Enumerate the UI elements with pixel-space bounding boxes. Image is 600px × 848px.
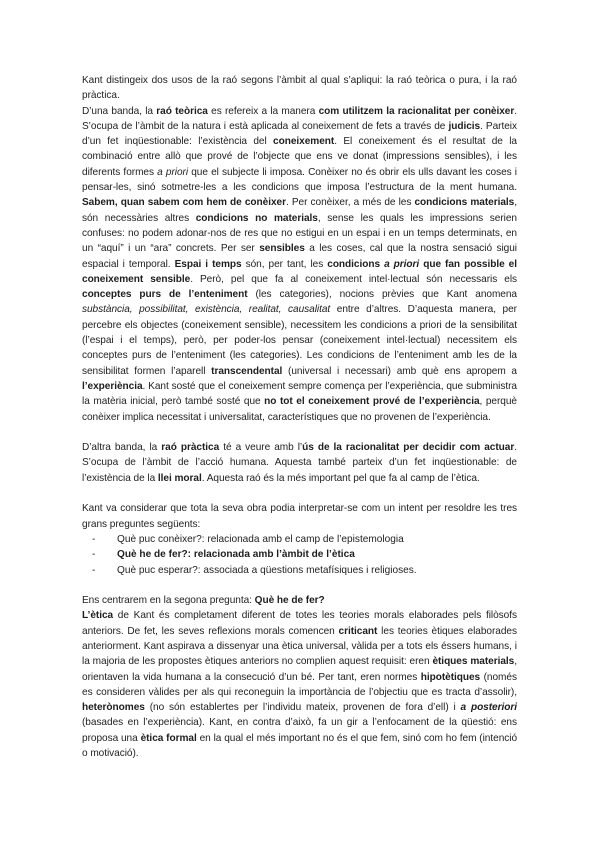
text-run: conceptes purs de l’enteniment [82, 289, 248, 301]
text-run: a posteriori [460, 702, 517, 714]
text-run: Ens centrarem en la segona pregunta: [82, 595, 255, 607]
text-run: l’experiència [82, 380, 143, 392]
text-run: condicions no materials [195, 212, 318, 224]
text-run: . S’ocupa de l’àmbit de l’acció humana. Aquesta també parteix d’un fet inqüestionable: de l’existència de la [82, 442, 517, 484]
intro-paragraph: Kant distingeix dos usos de la raó segons l’àmbit al qual s’apliqui: la raó teòrica o pura, i la raó pràctica. [82, 75, 517, 102]
text-run: com utilitzem la racionalitat per conèixer [318, 105, 515, 117]
text-run: sensibles [259, 243, 305, 255]
text-run: Espai i temps [174, 258, 242, 270]
text-run: coneixement [273, 136, 335, 148]
text-run: , orientaven la vida humana a la consecució d’un bé. Per tant, eren normes [82, 656, 517, 683]
text-run: raó pràctica [161, 442, 220, 454]
text-run: . Però, pel que fa al coneixement intel·lectual són necessaris els [190, 273, 518, 285]
text-run: a les coses, cal que la nostra sensació sigui espacial i temporal. [82, 243, 517, 270]
text-run: condicions materials [414, 197, 515, 209]
text-run: té a veure amb l’ [219, 442, 303, 454]
text-run: que fan possible el coneixement sensible [82, 258, 517, 285]
second-question-heading [82, 593, 517, 608]
text-run: (només es consideren vàlides per als qui reconeguin la importància de l’objectiu que es tracta d’assolir), [82, 671, 517, 698]
text-run: hipotètiques [420, 671, 481, 683]
text-run: . Aquesta raó és la més important pel que fa al camp de l’ètica. [201, 472, 480, 484]
text-run: , sense les quals les impressions serien confuses: no podem adonar-nos de res que no estigui en un espai i en un temps determinats, en un “aquí” i un “ara” concrets. Per ser [82, 212, 517, 255]
three-questions-intro: Kant va considerar que tota la seva obra podia interpretar-se com un intent per resoldre les tres grans preguntes següents: [82, 503, 517, 530]
text-run: . Kant sosté que el coneixement sempre comença per l’experiència, que subministra la matèria inicial, però també sosté que [82, 380, 517, 408]
text-run: llei moral [157, 472, 202, 484]
text-run: D’altra banda, la [82, 442, 162, 454]
practical-reason-paragraph [82, 440, 517, 486]
text-run: en la qual el més important no és el que fem, sinó com ho fem (intenció o motivació). [82, 732, 518, 760]
text-run: L’ètica [82, 610, 114, 622]
text-run: . El coneixement és el resultat de la combinació entre allò que prové de l’objecte que ens ve donat (impressions sensibles), i les diferents formes [82, 136, 517, 178]
text-run: transcendental [211, 365, 283, 377]
list-item [92, 563, 517, 578]
text-run: D’una banda, la [82, 105, 157, 117]
spacer [82, 578, 517, 593]
theoretical-reason-paragraph [82, 104, 517, 425]
text-run: no tot el coneixement prové de l’experiència [264, 396, 480, 408]
text-run: ètiques materials [432, 656, 515, 668]
questions-list [82, 532, 517, 578]
text-run: Què puc conèixer?: relacionada amb el camp de l’epistemologia [117, 533, 404, 545]
text-run: . S’ocupa de l’àmbit de la natura i està aplicada al coneixement de fets a través de [82, 105, 518, 132]
text-run: que el subjecte li imposa. Conèixer no és obrir els ulls davant les coses i pensar-les, sinó sotmetre-les a les condicions que imposa l’estructura de la ment humana. [82, 166, 517, 194]
text-run: a priori [384, 258, 420, 270]
text-run: , són necessàries altres [82, 197, 517, 224]
spacer [82, 486, 517, 501]
spacer [82, 425, 517, 440]
text-run: es refereix a la manera [207, 105, 319, 117]
text-run: ètica formal [140, 732, 197, 744]
text-run: entre d’altres. D’aquesta manera, per percebre els objectes (coneixement sensible), necessitem les condicions a priori de la sensibilitat (l’espai i el temps), però, per poder-los pensar (coneixement intel·lectual) necessitem els conceptes purs de l’enteniment (les categories). Les condicions de l’enteniment amb les de la sensibilitat formen l’aparell [82, 304, 517, 377]
text-run: , perquè conèixer implica necessitat i universalitat, característiques que no provenen de l’experiència. [82, 396, 517, 423]
text-run: Què puc esperar?: associada a qüestions metafísiques i religioses. [117, 564, 417, 576]
list-item [92, 547, 517, 562]
text-run: . Parteix d’un fet inqüestionable: l’existència del [82, 120, 517, 148]
text-run: a priori [157, 166, 189, 178]
text-run: Què he de fer? [254, 595, 325, 607]
text-run: heterònomes [82, 702, 145, 714]
list-item [92, 532, 517, 547]
text-run: criticant [338, 625, 378, 637]
text-run: són, per tant, les [241, 258, 328, 270]
text-run: (basades en l’experiència). Kant, en contra d’això, fa un gir a l’enfocament de la qüestió: ens proposa una [82, 717, 517, 744]
text-run: (universal i necessari) amb què ens apropem a [282, 365, 517, 377]
kantian-ethics-paragraph [82, 608, 517, 761]
text-run: raó teòrica [156, 105, 208, 117]
text-run: . Per conèixer, a més de les [285, 197, 415, 209]
text-run: (no són establertes per l’individu mateix, provenen de fora d’ell) i [144, 702, 461, 714]
text-run: de Kant és completament diferent de totes les teories morals elaborades pels filòsofs anteriors. De fet, les seves reflexions morals comencen [82, 610, 517, 637]
text-run: les teories ètiques elaborades anteriorment. Kant aspirava a dissenyar una ètica universal, vàlida per a tots els éssers humans, i la majoria de les propostes ètiques anteriors no complien aquest requisit: eren [82, 625, 517, 668]
text-run: substància, possibilitat, existència, realitat, causalitat [82, 304, 331, 316]
text-run: Què he de fer?: relacionada amb l’àmbit de l’ètica [117, 549, 355, 561]
text-run: judicis [448, 120, 481, 132]
text-run: ús de la racionalitat per decidir com actuar [302, 442, 515, 454]
text-run: condicions [327, 258, 385, 270]
text-run: (les categories), nocions prèvies que Kant anomena [247, 289, 517, 301]
text-run: Sabem, quan sabem com hem de conèixer [82, 197, 286, 209]
